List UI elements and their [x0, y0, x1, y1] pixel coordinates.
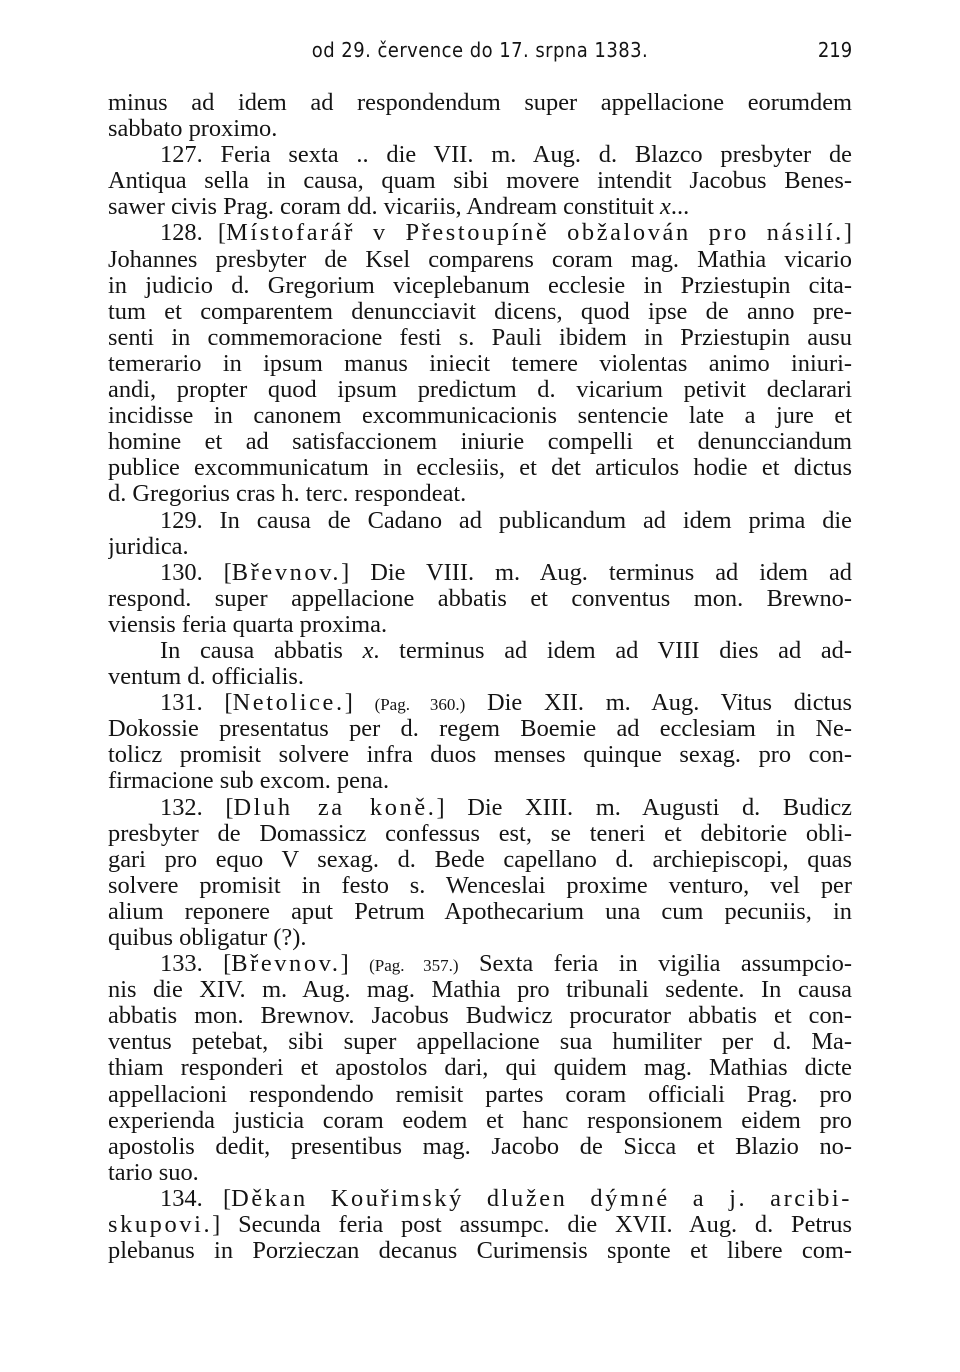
text-segment: in judicio d. Gregorium viceplebanum ecclesie in Prziestupin cita-	[108, 272, 852, 299]
text-line	[108, 142, 852, 168]
text-line	[108, 1160, 852, 1186]
text-segment: ]	[344, 690, 375, 717]
text-line	[108, 325, 852, 351]
text-segment: x	[660, 194, 671, 221]
text-line	[108, 481, 852, 507]
text-segment: 127. Feria sexta .. die VII. m. Aug. d. Blazco presbyter de	[160, 142, 852, 169]
text-segment: publice excommunicatum in ecclesiis, et det articulos hodie et dictus	[108, 455, 852, 482]
text-line	[108, 560, 852, 586]
text-line	[108, 873, 852, 899]
text-line	[108, 821, 852, 847]
text-segment: appellacioni respondendo remisit partes coram officiali Prag. pro	[108, 1081, 852, 1108]
text-line	[108, 1238, 852, 1264]
text-segment: Johannes presbyter de Ksel comparens coram mag. Mathia vicario	[108, 246, 852, 273]
text-line	[108, 1108, 852, 1134]
text-line	[108, 847, 852, 873]
text-segment: tolicz promisit solvere infra duos menses quinque sexag. pro con-	[108, 742, 852, 769]
text-line	[108, 1082, 852, 1108]
text-line	[108, 795, 852, 821]
text-line	[108, 351, 852, 377]
text-segment: Břevnov.	[231, 951, 341, 978]
text-segment: x	[362, 637, 374, 664]
text-segment: ] Die XIII. m. Augusti d. Budicz	[436, 794, 852, 821]
text-line	[108, 899, 852, 925]
text-line	[108, 194, 852, 220]
text-segment: Sexta feria in vigilia assumpcio-	[458, 951, 852, 978]
text-line	[108, 1055, 852, 1081]
text-segment: thiam responderi et apostolos dari, qui quidem mag. Mathias dicte	[108, 1055, 852, 1082]
text-body	[108, 90, 852, 1264]
text-line	[108, 1212, 852, 1238]
text-line	[108, 768, 852, 794]
text-segment: skupovi.	[108, 1212, 213, 1239]
text-segment: incidisse in canonem excommunicacionis sentencie late a jure et	[108, 403, 852, 430]
page-header	[108, 34, 852, 64]
text-segment: temerario in ipsum manus iniecit temere violentas animo iniuri-	[108, 350, 852, 377]
text-segment: ]	[843, 220, 852, 247]
text-segment: quibus obligatur (?).	[108, 925, 307, 951]
text-line	[108, 168, 852, 194]
text-line	[108, 403, 852, 429]
text-line	[108, 925, 852, 951]
text-segment: ...	[670, 194, 690, 221]
text-line	[108, 116, 852, 142]
text-segment: gari pro equo V sexag. d. Bede capellano d. archiepiscopi, quas	[108, 846, 852, 873]
text-line	[108, 508, 852, 534]
text-segment: viensis feria quarta proxima.	[108, 611, 388, 638]
text-line	[108, 534, 852, 560]
text-segment: sabbato proximo.	[108, 116, 278, 143]
text-segment: d. Gregorius cras h. terc. respondeat.	[108, 481, 467, 508]
text-line	[108, 299, 852, 325]
text-line	[108, 429, 852, 455]
text-segment: 132. [	[160, 794, 234, 821]
text-segment: 131. [	[160, 690, 233, 717]
text-line	[108, 455, 852, 481]
text-line	[108, 1003, 852, 1029]
text-segment: presbyter de Domassicz confessus est, se teneri et debitorie obli-	[108, 820, 852, 847]
text-segment: ]	[340, 951, 370, 978]
text-segment: ] Secunda feria post assumpc. die XVII. Aug. d. Petrus	[212, 1212, 852, 1239]
text-segment: firmacione sub excom. pena.	[108, 768, 390, 795]
text-segment: 129. In causa de Cadano ad publicandum ad idem prima die	[160, 507, 852, 534]
text-segment: . terminus ad idem ad VIII dies ad ad-	[373, 637, 852, 664]
text-segment: (Pag. 357.)	[369, 956, 459, 976]
text-segment: Netolice.	[232, 690, 345, 717]
text-line	[108, 273, 852, 299]
text-segment: Dokossie presentatus per d. regem Boemie ad ecclesiam in Ne-	[108, 716, 852, 743]
text-segment: tum et comparentem denuncciavit dicens, quod ipse de anno pre-	[108, 298, 852, 325]
text-line	[108, 1029, 852, 1055]
text-line	[108, 220, 852, 246]
text-line	[108, 247, 852, 273]
text-segment: experienda justicia coram eodem et hanc responsionem eidem pro	[108, 1107, 852, 1134]
text-line	[108, 377, 852, 403]
text-segment: senti in commemoracione festi s. Pauli ibidem in Prziestupin ausu	[108, 324, 852, 351]
text-segment: Místofarář v Přestoupíně obžalován pro násilí.	[226, 220, 844, 247]
text-segment: alium reponere aput Petrum Apothecarium una cum pecuniis, in	[108, 898, 852, 925]
text-segment: 128. [	[160, 220, 227, 247]
text-segment: 133. [	[160, 951, 232, 978]
text-line	[108, 638, 852, 664]
text-segment: homine et ad satisfaccionem iniurie compelli et denuncciandum	[108, 429, 852, 456]
text-line	[108, 90, 852, 116]
text-line	[108, 612, 852, 638]
text-line	[108, 977, 852, 1003]
text-line	[108, 1134, 852, 1160]
text-segment: Děkan Kouřimský dlužen dýmné a j. arcibi-	[231, 1185, 852, 1212]
text-segment: ventum d. officialis.	[108, 664, 304, 691]
text-segment: ] Die VIII. m. Aug. terminus ad idem ad	[341, 559, 852, 586]
text-segment: In causa abbatis	[160, 637, 363, 664]
text-segment: Die XII. m. Aug. Vitus dictus	[465, 690, 852, 717]
text-line	[108, 690, 852, 716]
text-segment: plebanus in Porzieczan decanus Curimensis sponte et libere com-	[108, 1238, 852, 1265]
text-segment: 134. [	[160, 1185, 232, 1212]
text-segment: (Pag. 360.)	[374, 695, 466, 715]
text-segment: nis die XIV. m. Aug. mag. Mathia pro tribunali sedente. In causa	[108, 977, 852, 1004]
text-segment: minus ad idem ad respondendum super appellacione eorumdem	[108, 90, 852, 116]
text-line	[108, 586, 852, 612]
text-segment: juridica.	[108, 533, 189, 560]
text-segment: tario suo.	[108, 1159, 199, 1186]
text-segment: sawer civis Prag. coram dd. vicariis, Andream constituit	[108, 194, 661, 221]
text-segment: ventus petebat, sibi super appellacione sua humiliter per d. Ma-	[108, 1029, 852, 1056]
text-segment: andi, propter quod ipsum predictum d. vicarium petivit declarari	[108, 377, 852, 404]
text-segment: apostolis dedit, presentibus mag. Jacobo de Sicca et Blazio no-	[108, 1133, 852, 1160]
text-line	[108, 951, 852, 977]
text-line	[108, 1186, 852, 1212]
text-line	[108, 716, 852, 742]
text-segment: solvere promisit in festo s. Wenceslai proxime venturo, vel per	[108, 872, 852, 899]
text-segment: Antiqua sella in causa, quam sibi movere intendit Jacobus Benes-	[108, 168, 852, 195]
page-number: 219	[817, 38, 852, 62]
text-segment: Břevnov.	[231, 559, 342, 586]
text-segment: Dluh za koně.	[233, 794, 437, 821]
text-segment: respond. super appellacione abbatis et conventus mon. Brewno-	[108, 585, 852, 612]
text-segment: 130. [	[160, 559, 232, 586]
running-head: od 29. července do 17. srpna 1383.	[311, 38, 649, 62]
text-line	[108, 742, 852, 768]
text-line	[108, 664, 852, 690]
text-segment: abbatis mon. Brewnov. Jacobus Budwicz procurator abbatis et con-	[108, 1003, 852, 1030]
